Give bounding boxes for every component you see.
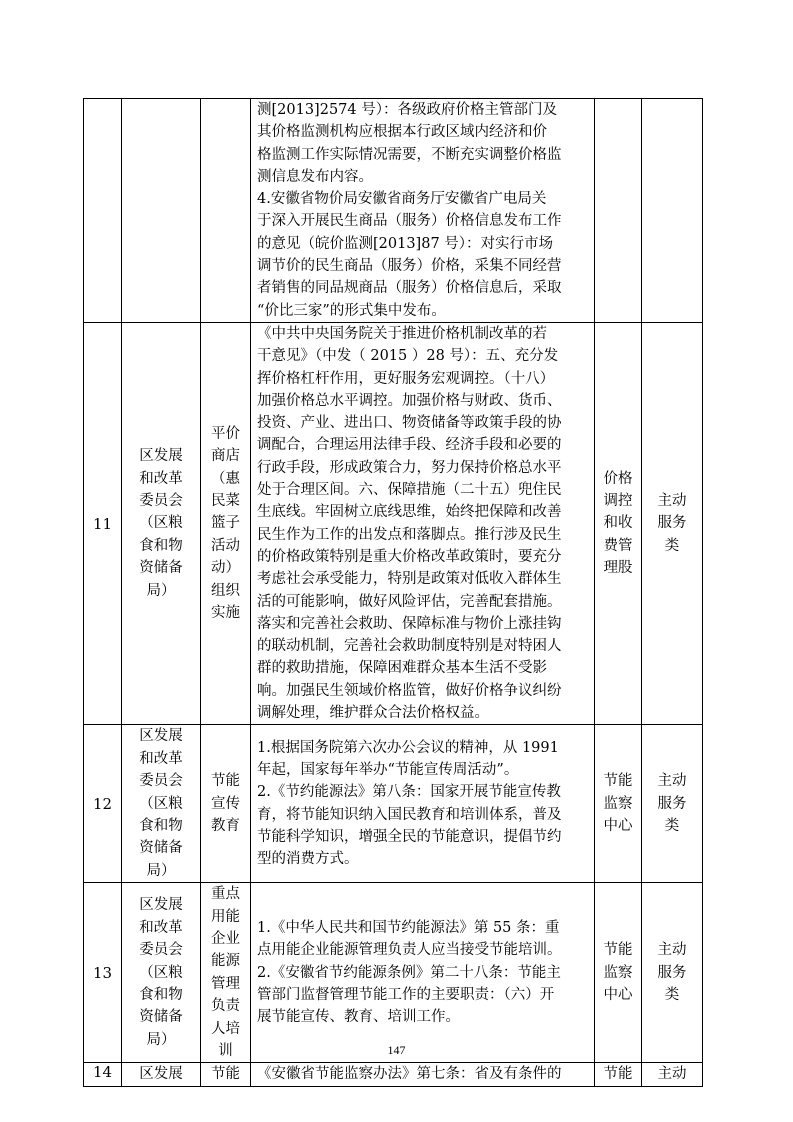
basis-line: 管部门监督管理节能工作的主要职责：（六）开 bbox=[257, 986, 555, 1003]
basis-line: 2.《节约能源法》第八条：国家开展节能宣传教 bbox=[257, 784, 561, 801]
category-line: 类 bbox=[664, 986, 680, 1003]
unit-line: 理股 bbox=[603, 560, 633, 577]
item-line: 管理 bbox=[211, 975, 240, 992]
category-cell bbox=[642, 1063, 703, 1086]
department-line: 区发展 bbox=[139, 1066, 183, 1083]
basis-line: 2.《安徽省节约能源条例》第二十八条：节能主 bbox=[257, 964, 561, 981]
department-line: 食和物 bbox=[139, 537, 183, 554]
item-line: 负责 bbox=[211, 998, 240, 1015]
item-line: 人培 bbox=[211, 1020, 240, 1037]
department-line: 和改革 bbox=[139, 750, 183, 767]
basis-line: 干意见》（中发（ 2015 ）28 号）：五、充分发 bbox=[257, 348, 559, 365]
department-line: 食和物 bbox=[139, 986, 183, 1003]
department-line: （区粮 bbox=[139, 795, 183, 812]
basis-line: 展节能宣传、教育、培训工作。 bbox=[257, 1009, 460, 1026]
basis-line: 民生作为工作的出发点和落脚点。推行涉及民生 bbox=[257, 526, 562, 543]
department-cell bbox=[122, 99, 201, 323]
department-line: 区发展 bbox=[139, 448, 183, 465]
unit-line: 监察 bbox=[603, 964, 633, 981]
table-row bbox=[84, 322, 703, 724]
legal-basis-cell bbox=[251, 883, 595, 1063]
item-line: 民菜 bbox=[211, 493, 240, 510]
basis-line: 1.根据国务院第六次办公会议的精神，从 1991 bbox=[257, 739, 559, 756]
department-line: 资储备 bbox=[139, 840, 183, 857]
department-line: 局） bbox=[146, 862, 176, 879]
category-cell bbox=[642, 725, 703, 883]
department-line: 食和物 bbox=[139, 817, 183, 834]
department-line: 委员会 bbox=[139, 493, 183, 510]
unit-line: 费管 bbox=[603, 537, 633, 554]
basis-line: 格监测工作实际情况需要，不断充实调整价格监 bbox=[257, 146, 562, 163]
basis-line: 响。加强民生领域价格监管，做好价格争议纠纷 bbox=[257, 682, 562, 699]
legal-basis-cell bbox=[251, 99, 595, 323]
basis-line: 测[2013]2574 号）：各级政府价格主管部门及 bbox=[257, 102, 557, 118]
item-cell bbox=[201, 322, 251, 724]
department-cell bbox=[122, 725, 201, 883]
basis-line: 《中共中央国务院关于推进价格机制改革的若 bbox=[257, 325, 547, 342]
department-line: （区粮 bbox=[139, 964, 183, 981]
basis-line: 群的救助措施，保障困难群众基本生活不受影 bbox=[257, 660, 547, 677]
page-number: 147 bbox=[387, 1043, 406, 1057]
responsible-unit-cell bbox=[595, 1063, 642, 1086]
basis-line: 点用能企业能源管理负责人应当接受节能培训。 bbox=[257, 942, 562, 959]
responsible-unit-cell bbox=[595, 883, 642, 1063]
item-line: 企业 bbox=[211, 930, 240, 947]
basis-line: 的价格政策特别是重大价格改革政策时，要充分 bbox=[257, 548, 562, 565]
category-line: 类 bbox=[664, 537, 680, 554]
basis-line: 节能科学知识，增强全民的节能意识，提倡节约 bbox=[257, 829, 562, 846]
item-line: 商店 bbox=[211, 448, 240, 465]
item-line: 能源 bbox=[211, 953, 240, 970]
responsible-unit-cell bbox=[595, 99, 642, 323]
item-line: 训 bbox=[218, 1043, 233, 1059]
department-line: 区发展 bbox=[139, 728, 183, 745]
row-number-cell: 14 bbox=[84, 1063, 122, 1086]
unit-line: 节能 bbox=[603, 773, 633, 790]
department-cell bbox=[122, 883, 201, 1063]
category-line: 主动 bbox=[657, 493, 687, 510]
basis-line: 育，将节能知识纳入国民教育和培训体系，普及 bbox=[257, 806, 562, 823]
unit-line: 调控 bbox=[603, 493, 633, 510]
basis-line: 调节价的民生商品（服务）价格，采集不同经营 bbox=[257, 258, 562, 275]
category-cell bbox=[642, 883, 703, 1063]
unit-line: 节能 bbox=[603, 1066, 633, 1083]
basis-line: 其价格监测机构应根据本行政区域内经济和价 bbox=[257, 124, 547, 141]
category-line: 服务 bbox=[657, 964, 687, 981]
item-line: 节能 bbox=[211, 773, 240, 790]
unit-line: 节能 bbox=[603, 942, 633, 959]
department-cell bbox=[122, 322, 201, 724]
category-line: 主动 bbox=[657, 773, 687, 790]
row-number-cell bbox=[84, 99, 122, 323]
category-line: 类 bbox=[664, 817, 680, 834]
department-line: （区粮 bbox=[139, 515, 183, 532]
item-line: 组织 bbox=[211, 582, 240, 599]
category-line: 主动 bbox=[657, 942, 687, 959]
item-cell bbox=[201, 1063, 251, 1086]
basis-line: 年起，国家每年举办“节能宣传周活动”。 bbox=[257, 762, 519, 779]
item-line: 节能 bbox=[211, 1066, 240, 1083]
table-row bbox=[84, 883, 703, 1063]
legal-basis-cell bbox=[251, 725, 595, 883]
legal-basis-cell bbox=[251, 1063, 595, 1086]
basis-line: 《安徽省节能监察办法》第七条：省及有条件的 bbox=[257, 1066, 562, 1083]
item-cell bbox=[201, 883, 251, 1063]
item-line: 用能 bbox=[211, 908, 240, 925]
item-line: 篮子 bbox=[211, 515, 240, 532]
item-line: （惠 bbox=[211, 470, 240, 487]
category-line: 主动 bbox=[657, 1066, 687, 1083]
item-line: 教育 bbox=[211, 817, 240, 834]
basis-line: 测信息发布内容。 bbox=[257, 168, 373, 185]
legal-basis-cell bbox=[251, 322, 595, 724]
unit-line: 中心 bbox=[603, 986, 633, 1003]
document-table bbox=[83, 98, 703, 1087]
category-line: 服务 bbox=[657, 515, 687, 532]
department-line: 资储备 bbox=[139, 1009, 183, 1026]
basis-line: 调解处理，维护群众合法价格权益。 bbox=[257, 705, 489, 722]
department-line: 委员会 bbox=[139, 773, 183, 790]
unit-line: 监察 bbox=[603, 795, 633, 812]
department-line: 局） bbox=[146, 582, 176, 599]
basis-line: 1.《中华人民共和国节约能源法》第 55 条：重 bbox=[257, 920, 560, 937]
basis-line: 4.安徽省物价局安徽省商务厅安徽省广电局关 bbox=[257, 191, 547, 208]
basis-line: 的联动机制，完善社会救助制度特别是对特困人 bbox=[257, 638, 562, 655]
basis-line: 于深入开展民生商品（服务）价格信息发布工作 bbox=[257, 213, 562, 230]
item-line: 宣传 bbox=[211, 795, 240, 812]
unit-line: 和收 bbox=[603, 515, 633, 532]
department-cell bbox=[122, 1063, 201, 1086]
unit-line: 中心 bbox=[603, 817, 633, 834]
basis-line: 考虑社会承受能力，特别是政策对低收入群体生 bbox=[257, 571, 562, 588]
item-line: 重点 bbox=[211, 886, 240, 903]
basis-line: 挥价格杠杆作用，更好服务宏观调控。（十八） bbox=[257, 370, 555, 387]
item-cell bbox=[201, 725, 251, 883]
basis-line: 生底线。牢固树立底线思维，始终把保障和改善 bbox=[257, 504, 562, 521]
basis-line: 者销售的同品规商品（服务）价格信息后，采取 bbox=[257, 280, 562, 297]
table-row bbox=[84, 1063, 703, 1086]
basis-line: 调配合，合理运用法律手段、经济手段和必要的 bbox=[257, 437, 562, 454]
unit-line: 价格 bbox=[603, 470, 633, 487]
item-line: 平价 bbox=[211, 425, 240, 442]
responsible-unit-cell bbox=[595, 725, 642, 883]
basis-line: 活的可能影响，做好风险评估，完善配套措施。 bbox=[257, 593, 562, 610]
basis-line: 型的消费方式。 bbox=[257, 851, 359, 868]
basis-line: 行政手段，形成政策合力，努力保持价格总水平 bbox=[257, 459, 562, 476]
basis-line: “价比三家”的形式集中发布。 bbox=[257, 302, 446, 319]
basis-line: 加强价格总水平调控。加强价格与财政、货币、 bbox=[257, 392, 562, 409]
table-row bbox=[84, 725, 703, 883]
row-number-cell: 12 bbox=[84, 725, 122, 883]
department-line: 和改革 bbox=[139, 919, 183, 936]
item-line: 活动 bbox=[211, 537, 240, 554]
category-cell bbox=[642, 322, 703, 724]
category-line: 服务 bbox=[657, 795, 687, 812]
department-line: 局） bbox=[146, 1031, 176, 1048]
item-cell bbox=[201, 99, 251, 323]
department-line: 资储备 bbox=[139, 560, 183, 577]
basis-line: 落实和完善社会救助、保障标准与物价上涨挂钩 bbox=[257, 615, 562, 632]
basis-line: 的意见（皖价监测[2013]87 号）：对实行市场 bbox=[257, 235, 554, 252]
item-line: 动） bbox=[211, 560, 240, 577]
responsible-unit-cell bbox=[595, 322, 642, 724]
department-line: 和改革 bbox=[139, 470, 183, 487]
row-number-cell: 11 bbox=[84, 322, 122, 724]
table-row bbox=[84, 99, 703, 323]
basis-line: 处于合理区间。六、保障措施（二十五）兜住民 bbox=[257, 482, 562, 499]
row-number-cell: 13 bbox=[84, 883, 122, 1063]
item-line: 实施 bbox=[211, 605, 240, 622]
category-cell bbox=[642, 99, 703, 323]
department-line: 委员会 bbox=[139, 942, 183, 959]
basis-line: 投资、产业、进出口、物资储备等政策手段的协 bbox=[257, 415, 562, 432]
department-line: 区发展 bbox=[139, 897, 183, 914]
